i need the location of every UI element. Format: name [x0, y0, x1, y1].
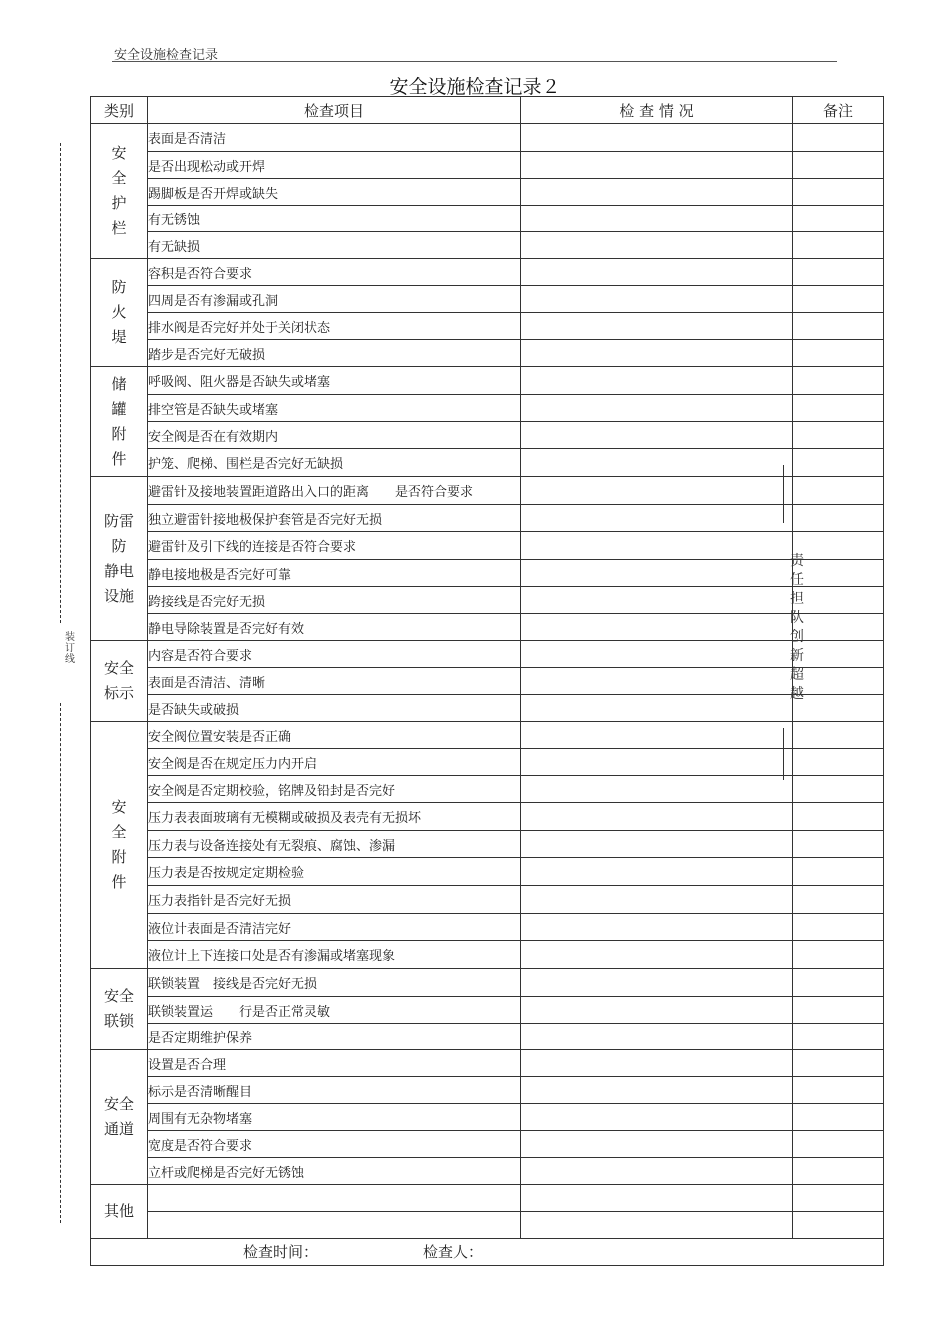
inspection-item: 避雷针及引下线的连接是否符合要求: [148, 532, 521, 560]
remarks-cell[interactable]: [793, 1104, 884, 1131]
inspection-status-cell[interactable]: [521, 1212, 793, 1239]
inspection-status-cell[interactable]: [521, 532, 793, 560]
table-row: [91, 587, 884, 614]
table-row: [91, 367, 884, 395]
remarks-cell[interactable]: [793, 722, 884, 749]
table-row: [91, 858, 884, 886]
overlay-line: [783, 728, 784, 780]
table-row: [91, 313, 884, 340]
remarks-cell[interactable]: [793, 152, 884, 179]
inspection-status-cell[interactable]: [521, 941, 793, 969]
remarks-cell[interactable]: [793, 641, 884, 668]
category-label: 储 罐 附 件: [111, 374, 127, 468]
table-body: [91, 124, 884, 1239]
inspection-status-cell[interactable]: [521, 831, 793, 858]
inspection-item: 安全阀是否在规定压力内开启: [148, 749, 521, 776]
table-row: [91, 941, 884, 969]
inspection-item: 表面是否清洁、清晰: [148, 668, 521, 695]
inspection-item: 内容是否符合要求: [148, 641, 521, 668]
remarks-cell[interactable]: [793, 422, 884, 449]
table-row: [91, 749, 884, 776]
inspection-status-cell[interactable]: [521, 1158, 793, 1185]
column-header: 检 查 情 况: [521, 97, 793, 124]
inspection-item: 静电接地极是否完好可靠: [148, 560, 521, 587]
category-label: 其他: [103, 1202, 134, 1220]
column-header: 备注: [793, 97, 884, 124]
inspection-item: 容积是否符合要求: [148, 259, 521, 286]
remarks-cell[interactable]: [793, 1212, 884, 1239]
inspection-status-cell[interactable]: [521, 477, 793, 505]
inspection-status-cell[interactable]: [521, 1104, 793, 1131]
inspection-status-cell[interactable]: [521, 914, 793, 941]
inspection-item: 跨接线是否完好无损: [148, 587, 521, 614]
remarks-cell[interactable]: [793, 1050, 884, 1077]
remarks-cell[interactable]: [793, 803, 884, 831]
inspection-item: 周围有无杂物堵塞: [148, 1104, 521, 1131]
table-row: [91, 614, 884, 641]
category-label: 安 全 附 件: [111, 798, 127, 891]
remarks-cell[interactable]: [793, 124, 884, 152]
table-row: [91, 206, 884, 232]
inspection-item: 安全阀是否定期校验，铭牌及铅封是否完好: [148, 776, 521, 803]
remarks-cell[interactable]: [793, 858, 884, 886]
inspection-status-cell[interactable]: [521, 803, 793, 831]
remarks-cell[interactable]: [793, 449, 884, 477]
header-rule: [112, 61, 837, 62]
inspection-item: 是否缺失或破损: [148, 695, 521, 722]
inspection-status-cell[interactable]: [521, 969, 793, 997]
category-label: 安全 联锁: [103, 987, 134, 1030]
inspection-item: 压力表是否按规定定期检验: [148, 858, 521, 886]
inspection-table: [90, 96, 884, 1266]
table-row: [91, 776, 884, 803]
inspection-item: [148, 1212, 521, 1239]
inspection-status-cell[interactable]: [521, 749, 793, 776]
table-row: [91, 1104, 884, 1131]
remarks-cell[interactable]: [793, 831, 884, 858]
table-row: [91, 1185, 884, 1212]
table-row: [91, 124, 884, 152]
inspection-status-cell[interactable]: [521, 259, 793, 286]
table-row: [91, 505, 884, 532]
category-cell: [91, 124, 148, 259]
table-row: [91, 477, 884, 505]
remarks-cell[interactable]: [793, 997, 884, 1024]
table-row: [91, 532, 884, 560]
table-row: [91, 668, 884, 695]
inspection-status-cell[interactable]: [521, 858, 793, 886]
inspection-status-cell[interactable]: [521, 395, 793, 422]
inspection-status-cell[interactable]: [521, 614, 793, 641]
remarks-cell[interactable]: [793, 206, 884, 232]
inspection-status-cell[interactable]: [521, 1131, 793, 1158]
remarks-cell[interactable]: [793, 886, 884, 914]
table-row: [91, 395, 884, 422]
inspection-status-cell[interactable]: [521, 776, 793, 803]
remarks-cell[interactable]: [793, 776, 884, 803]
inspection-item: 压力表与设备连接处有无裂痕、腐蚀、渗漏: [148, 831, 521, 858]
remarks-cell[interactable]: [793, 668, 884, 695]
table-row: [91, 286, 884, 313]
inspection-item: 安全阀是否在有效期内: [148, 422, 521, 449]
remarks-cell[interactable]: [793, 232, 884, 259]
inspection-status-cell[interactable]: [521, 449, 793, 477]
table-row: [91, 340, 884, 367]
inspection-item: 是否定期维护保养: [148, 1024, 521, 1050]
inspection-item: 是否出现松动或开焊: [148, 152, 521, 179]
table-row: [91, 1024, 884, 1050]
table-row: [91, 422, 884, 449]
inspection-status-cell[interactable]: [521, 1077, 793, 1104]
inspection-item: 有无锈蚀: [148, 206, 521, 232]
inspection-item: 联锁装置运 行是否正常灵敏: [148, 997, 521, 1024]
inspection-item: 立杆或爬梯是否完好无锈蚀: [148, 1158, 521, 1185]
inspection-status-cell[interactable]: [521, 505, 793, 532]
category-cell: [91, 1185, 148, 1239]
inspection-item: 静电导除装置是否完好有效: [148, 614, 521, 641]
remarks-cell[interactable]: [793, 313, 884, 340]
remarks-cell[interactable]: [793, 587, 884, 614]
remarks-cell[interactable]: [793, 914, 884, 941]
inspection-status-cell[interactable]: [521, 124, 793, 152]
category-cell: [91, 367, 148, 477]
table-row: [91, 997, 884, 1024]
category-label: 防 火 堤: [111, 278, 127, 346]
column-header: 类别: [91, 97, 148, 124]
binding-label: 装订线: [65, 632, 75, 665]
inspection-status-cell[interactable]: [521, 668, 793, 695]
table-row: [91, 641, 884, 668]
inspection-item: 表面是否清洁: [148, 124, 521, 152]
inspector-label: 检查人：: [423, 1243, 484, 1261]
stamp-text: 责 任 担 队 创 新 超 越: [790, 553, 804, 702]
inspection-item: 踢脚板是否开焊或缺失: [148, 179, 521, 206]
table-row: [91, 722, 884, 749]
category-cell: [91, 477, 148, 641]
inspection-time-label: 检查时间：: [243, 1243, 319, 1261]
category-cell: [91, 722, 148, 969]
category-label: 安 全 护 栏: [111, 144, 127, 237]
inspection-status-cell[interactable]: [521, 997, 793, 1024]
overlay-line: [783, 465, 784, 523]
remarks-cell[interactable]: [793, 1131, 884, 1158]
remarks-cell[interactable]: [793, 1185, 884, 1212]
remarks-cell[interactable]: [793, 941, 884, 969]
inspection-status-cell[interactable]: [521, 232, 793, 259]
inspection-item: 设置是否合理: [148, 1050, 521, 1077]
footer-cell: [91, 1239, 884, 1266]
table-row: [91, 803, 884, 831]
inspection-item: 独立避雷针接地极保护套管是否完好无损: [148, 505, 521, 532]
remarks-cell[interactable]: [793, 614, 884, 641]
table-row: [91, 152, 884, 179]
table-row: [91, 179, 884, 206]
inspection-item: 联锁装置 接线是否完好无损: [148, 969, 521, 997]
table-row: [91, 695, 884, 722]
table-row: [91, 914, 884, 941]
inspection-item: 液位计表面是否清洁完好: [148, 914, 521, 941]
remarks-cell[interactable]: [793, 695, 884, 722]
inspection-item: 标示是否清晰醒目: [148, 1077, 521, 1104]
table-row: [91, 831, 884, 858]
inspection-item: 安全阀位置安装是否正确: [148, 722, 521, 749]
table-row: [91, 886, 884, 914]
table-row: [91, 1131, 884, 1158]
remarks-cell[interactable]: [793, 367, 884, 395]
category-cell: [91, 641, 148, 722]
remarks-cell[interactable]: [793, 1024, 884, 1050]
category-cell: [91, 259, 148, 367]
category-label: 防雷 防 静电 设施: [103, 511, 134, 605]
category-cell: [91, 1050, 148, 1185]
table-row: [91, 1212, 884, 1239]
table-row: [91, 1077, 884, 1104]
remarks-cell[interactable]: [793, 532, 884, 560]
remarks-cell[interactable]: [793, 340, 884, 367]
inspection-status-cell[interactable]: [521, 340, 793, 367]
remarks-cell[interactable]: [793, 505, 884, 532]
document-title: 安全设施检查记录２: [389, 76, 561, 98]
remarks-cell[interactable]: [793, 395, 884, 422]
inspection-item: 排水阀是否完好并处于关闭状态: [148, 313, 521, 340]
inspection-item: 呼吸阀、阻火器是否缺失或堵塞: [148, 367, 521, 395]
table-row: [91, 449, 884, 477]
inspection-status-cell[interactable]: [521, 313, 793, 340]
inspection-item: 压力表指针是否完好无损: [148, 886, 521, 914]
inspection-item: 护笼、爬梯、围栏是否完好无缺损: [148, 449, 521, 477]
table-row: [91, 560, 884, 587]
remarks-cell[interactable]: [793, 477, 884, 505]
category-label: 安全 标示: [103, 659, 134, 702]
inspection-status-cell[interactable]: [521, 179, 793, 206]
table-row: [91, 969, 884, 997]
table-row: [91, 1050, 884, 1077]
table-row: [91, 259, 884, 286]
inspection-status-cell[interactable]: [521, 1185, 793, 1212]
remarks-cell[interactable]: [793, 1077, 884, 1104]
inspection-status-cell[interactable]: [521, 367, 793, 395]
inspection-status-cell[interactable]: [521, 560, 793, 587]
inspection-item: [148, 1185, 521, 1212]
remarks-cell[interactable]: [793, 1158, 884, 1185]
inspection-status-cell[interactable]: [521, 206, 793, 232]
table-row: [91, 232, 884, 259]
inspection-status-cell[interactable]: [521, 286, 793, 313]
inspection-status-cell[interactable]: [521, 1050, 793, 1077]
inspection-status-cell[interactable]: [521, 422, 793, 449]
inspection-status-cell[interactable]: [521, 587, 793, 614]
inspection-status-cell[interactable]: [521, 152, 793, 179]
inspection-status-cell[interactable]: [521, 641, 793, 668]
inspection-status-cell[interactable]: [521, 886, 793, 914]
binding-line-top: [60, 143, 61, 623]
remarks-cell[interactable]: [793, 969, 884, 997]
category-cell: [91, 969, 148, 1050]
category-label: 安全 通道: [103, 1095, 134, 1138]
remarks-cell[interactable]: [793, 259, 884, 286]
column-header: 检查项目: [148, 97, 521, 124]
remarks-cell[interactable]: [793, 286, 884, 313]
table-header-row: [91, 97, 884, 124]
remarks-cell[interactable]: [793, 560, 884, 587]
remarks-cell[interactable]: [793, 749, 884, 776]
inspection-item: 有无缺损: [148, 232, 521, 259]
inspection-item: 排空管是否缺失或堵塞: [148, 395, 521, 422]
inspection-status-cell[interactable]: [521, 722, 793, 749]
inspection-item: 四周是否有渗漏或孔洞: [148, 286, 521, 313]
inspection-status-cell[interactable]: [521, 1024, 793, 1050]
inspection-status-cell[interactable]: [521, 695, 793, 722]
remarks-cell[interactable]: [793, 179, 884, 206]
inspection-item: 避雷针及接地装置距道路出入口的距离 是否符合要求: [148, 477, 521, 505]
inspection-item: 压力表表面玻璃有无模糊或破损及表壳有无损坏: [148, 803, 521, 831]
inspection-item: 液位计上下连接口处是否有渗漏或堵塞现象: [148, 941, 521, 969]
inspection-item: 踏步是否完好无破损: [148, 340, 521, 367]
table-row: [91, 1158, 884, 1185]
footer-row: [91, 1239, 884, 1266]
inspection-item: 宽度是否符合要求: [148, 1131, 521, 1158]
binding-line-bottom: [60, 703, 61, 1223]
running-header: 安全设施检查记录: [114, 48, 219, 63]
